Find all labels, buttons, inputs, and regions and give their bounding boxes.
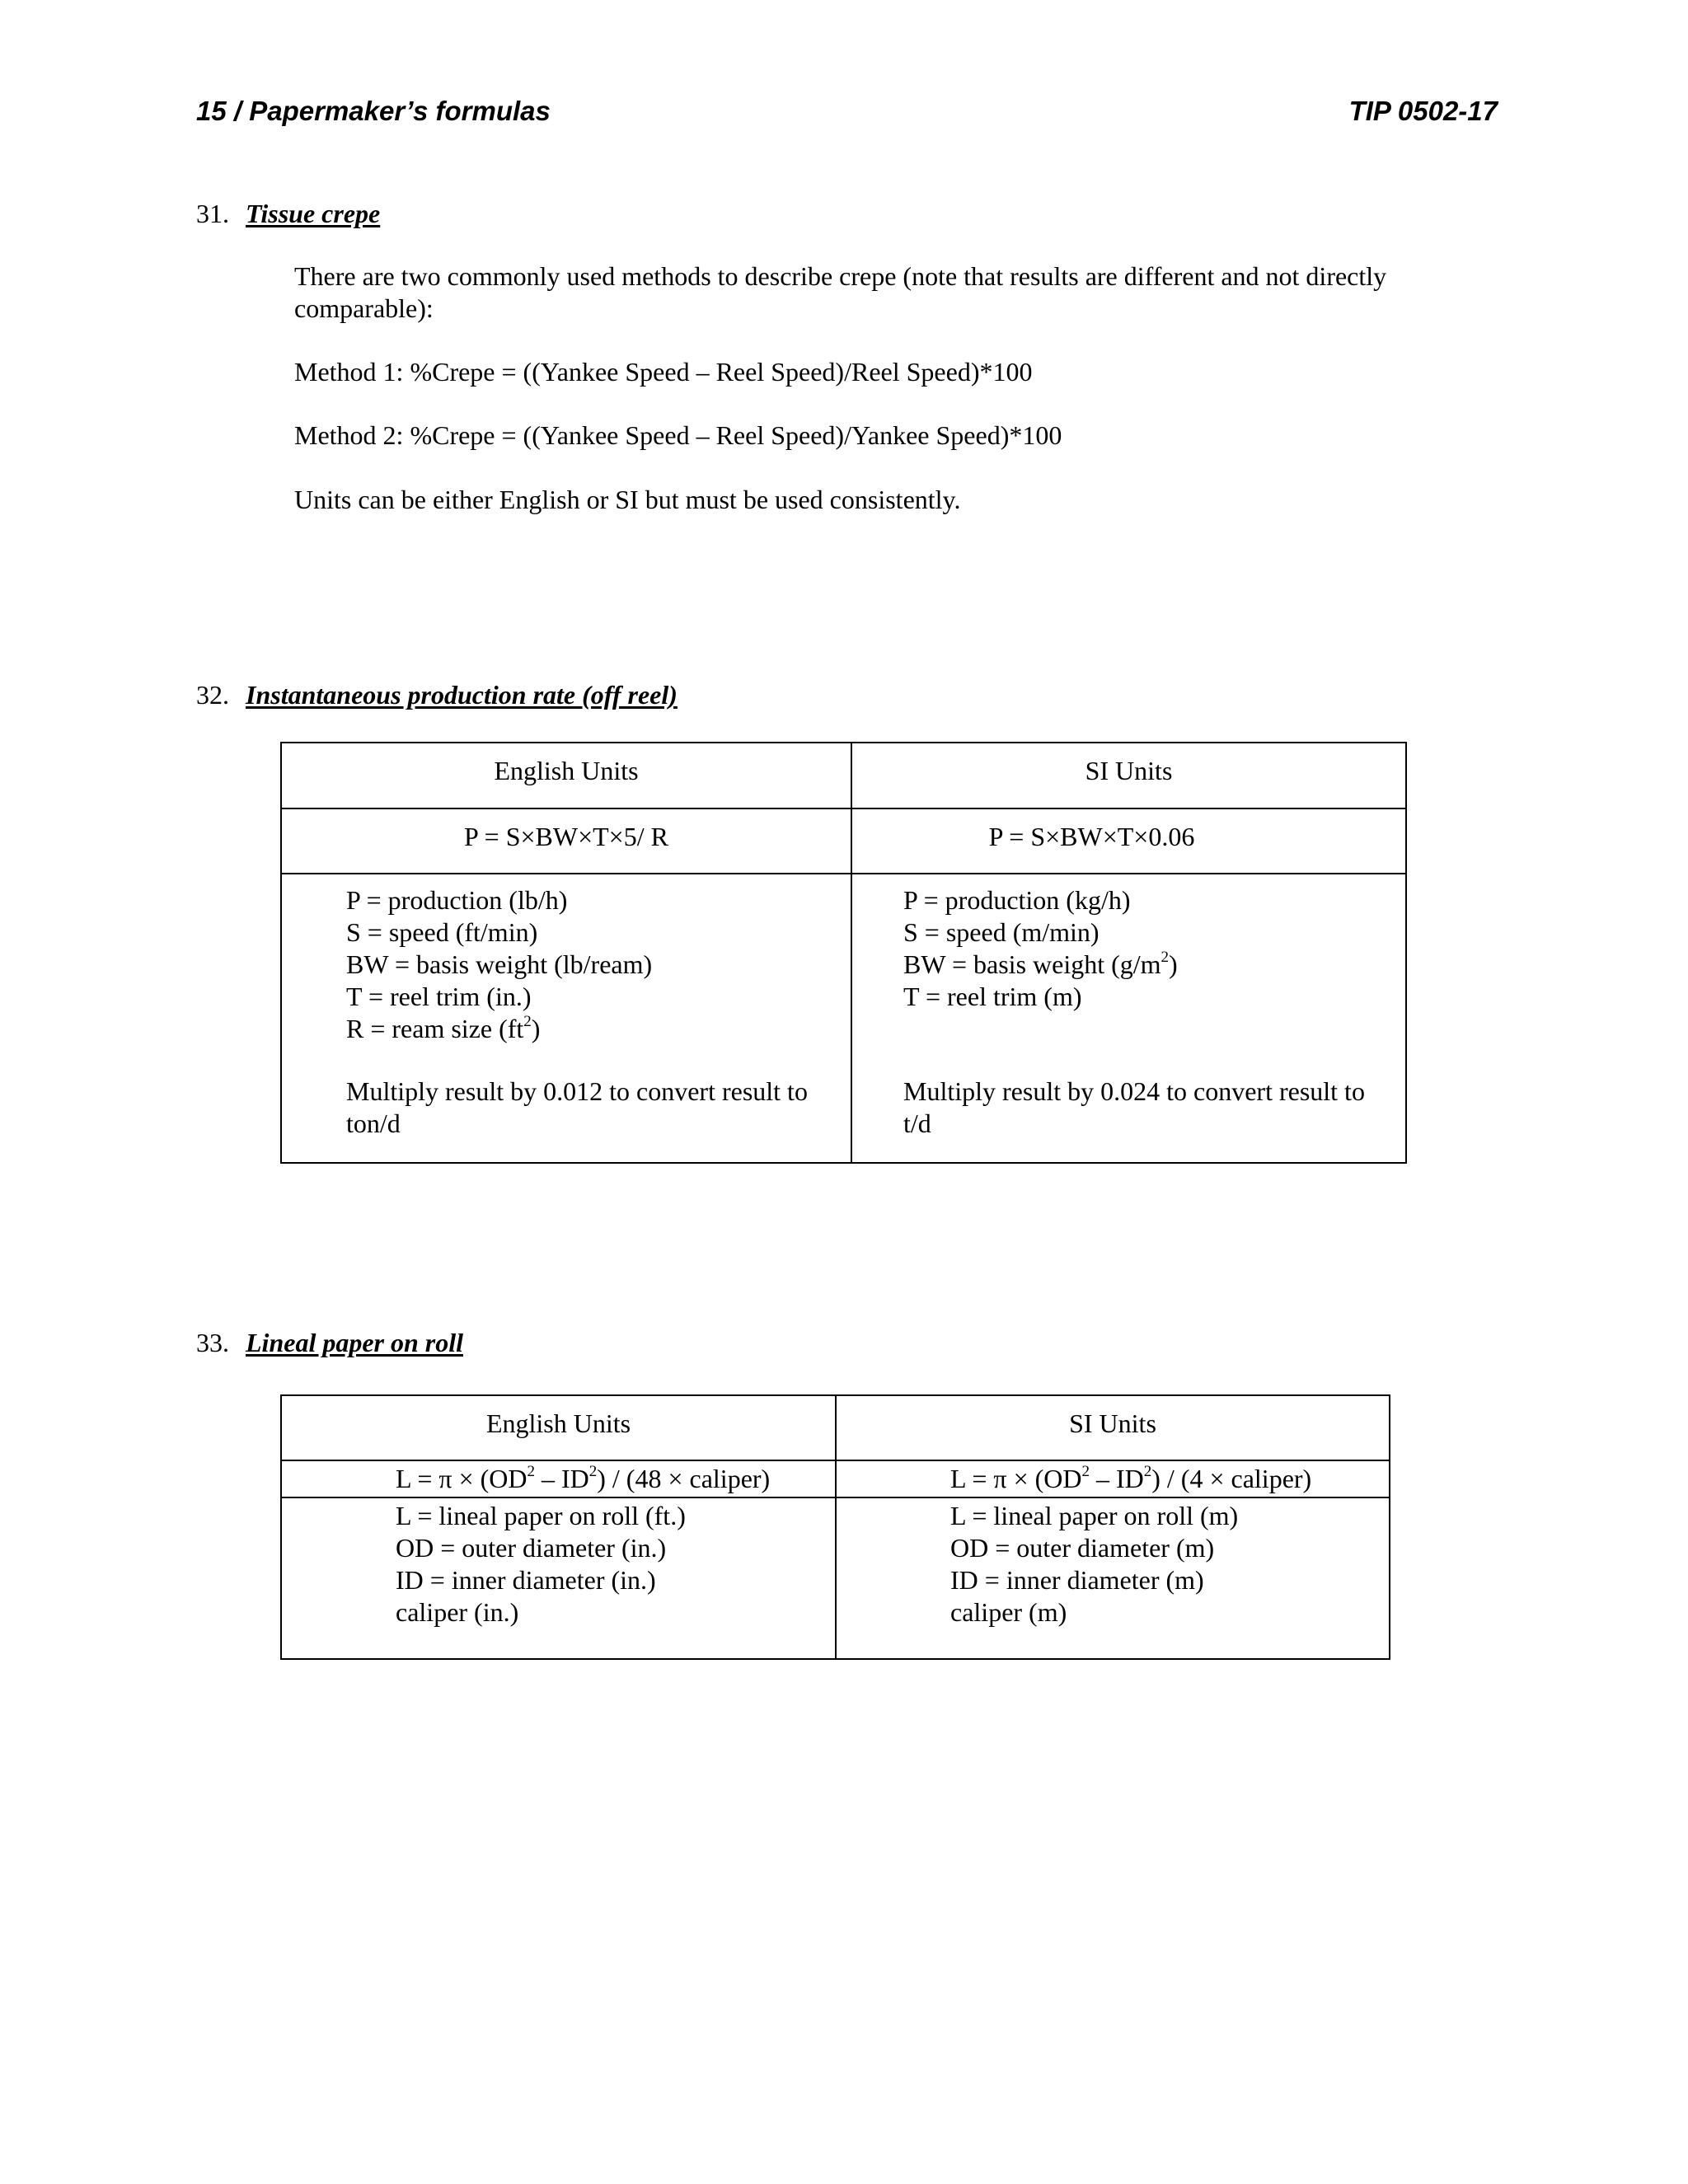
definition: P = production (kg/h)	[903, 885, 1131, 915]
formula: P = S×BW×T×5/ R	[464, 822, 668, 851]
production-rate-table	[280, 742, 1407, 1164]
section-number: 33.	[196, 1328, 229, 1357]
section-33-heading	[196, 1327, 463, 1359]
definition: T = reel trim (m)	[903, 982, 1082, 1011]
section-number: 32.	[196, 680, 229, 710]
crepe-method-1: Method 1: %Crepe = ((Yankee Speed – Reel Speed)/Reel Speed)*100	[294, 357, 1033, 387]
section-number: 31.	[196, 199, 229, 228]
column-heading: SI Units	[1069, 1408, 1156, 1438]
conversion-note: Multiply result by 0.024 to convert result to t/d	[903, 1076, 1365, 1138]
crepe-method-2: Method 2: %Crepe = ((Yankee Speed – Reel Speed)/Yankee Speed)*100	[294, 420, 1062, 450]
definition: R = ream size $(ft^2)$	[346, 1013, 541, 1043]
definition: ID = inner diameter (m)	[950, 1565, 1204, 1595]
column-heading: English Units	[494, 756, 639, 785]
definition: T = reel trim (in.)	[346, 982, 532, 1011]
definitions-row	[281, 1497, 1390, 1659]
english-definitions-cell	[281, 1497, 836, 1659]
si-definitions-cell	[836, 1497, 1390, 1659]
crepe-intro-paragraph: There are two commonly used methods to describe crepe (note that results are different and not directly comparable):	[294, 261, 1387, 323]
english-units-header-cell	[281, 743, 851, 808]
definition: S = speed (ft/min)	[346, 917, 538, 947]
lineal-paper-table	[280, 1394, 1390, 1660]
column-heading: SI Units	[1085, 756, 1173, 785]
definition: caliper (m)	[950, 1597, 1067, 1627]
english-units-header-cell	[281, 1395, 836, 1460]
definition: ID = inner diameter (in.)	[396, 1565, 656, 1595]
si-units-header-cell	[851, 743, 1406, 808]
section-title: Tissue crepe	[246, 199, 381, 228]
formula-row	[281, 808, 1406, 874]
conversion-note: Multiply result by 0.012 to convert result to ton/d	[346, 1076, 808, 1138]
section-31-heading	[196, 198, 380, 230]
formula-row	[281, 1460, 1390, 1497]
definition: OD = outer diameter (in.)	[396, 1533, 667, 1563]
definition: BW = basis weight (lb/ream)	[346, 949, 653, 979]
definition: L = lineal paper on roll (ft.)	[396, 1501, 686, 1530]
section-title: Lineal paper on roll	[246, 1328, 464, 1357]
formula: P = S×BW×T×0.06	[988, 822, 1195, 851]
formula: $L = \pi \times (OD^2 - ID^2) / (4$ × caliper)	[950, 1463, 1312, 1493]
definitions-row	[281, 874, 1406, 1163]
definition: L = lineal paper on roll (m)	[950, 1501, 1239, 1530]
formula: $L = \pi \times (OD^2 - ID^2) / (48$ × caliper)	[396, 1463, 771, 1493]
units-note: Units can be either English or SI but must be used consistently.	[294, 485, 961, 514]
si-units-header-cell	[836, 1395, 1390, 1460]
definition: P = production (lb/h)	[346, 885, 568, 915]
running-header-right: TIP 0502-17	[1348, 96, 1498, 126]
si-definitions-cell	[851, 874, 1406, 1163]
table-header-row	[281, 743, 1406, 808]
definition: BW = basis weight $(g/m^2)$	[903, 949, 1178, 979]
english-definitions-cell	[281, 874, 851, 1163]
running-header-left: 15 / Papermaker’s formulas	[196, 96, 551, 126]
si-formula-cell	[836, 1460, 1390, 1497]
section-32-heading	[196, 679, 678, 711]
si-formula-cell	[851, 808, 1406, 874]
section-title: Instantaneous production rate (off reel)	[246, 680, 678, 710]
table-header-row	[281, 1395, 1390, 1460]
definition: caliper (in.)	[396, 1597, 519, 1627]
column-heading: English Units	[485, 1408, 631, 1438]
english-formula-cell	[281, 808, 851, 874]
definition: S = speed (m/min)	[903, 917, 1100, 947]
definition: OD = outer diameter (m)	[950, 1533, 1215, 1563]
english-formula-cell	[281, 1460, 836, 1497]
